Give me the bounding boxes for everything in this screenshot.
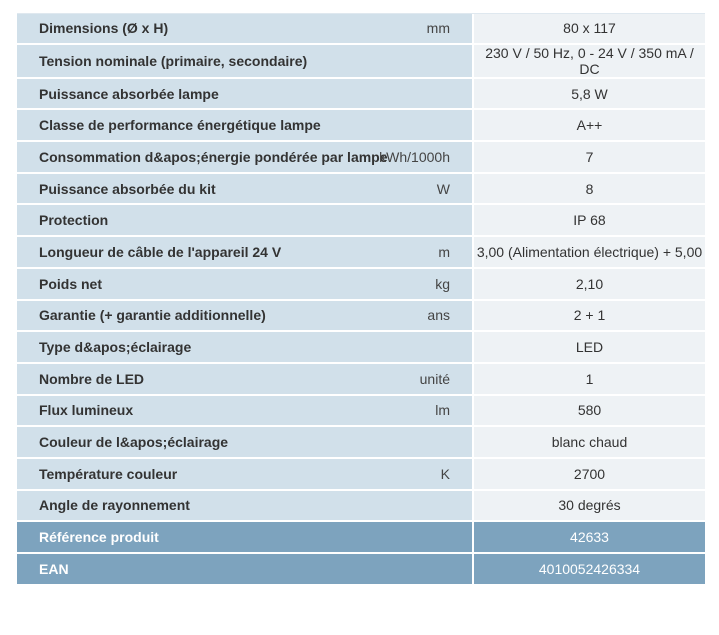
table-row [17,79,705,111]
row-label: Température couleur [39,465,178,482]
table-row [17,174,705,206]
row-value: 8 [474,174,705,206]
row-value: 2,10 [474,269,705,301]
row-label: EAN [39,560,69,577]
row-label: Puissance absorbée lampe [39,85,219,102]
row-label-cell [17,142,472,174]
table-row [17,142,705,174]
row-label: Consommation d&apos;énergie pondérée par lampe [39,148,388,165]
row-label-cell [17,269,472,301]
row-value: IP 68 [474,205,705,237]
table-row-ean [17,554,705,586]
row-label-cell [17,491,472,523]
table-row [17,237,705,269]
row-value: 230 V / 50 Hz, 0 - 24 V / 350 mA / DC [474,45,705,79]
table-row [17,13,705,45]
row-label-cell [17,427,472,459]
row-label-cell [17,459,472,491]
table-row [17,427,705,459]
table-row [17,459,705,491]
row-label: Longueur de câble de l'appareil 24 V [39,243,282,260]
row-unit: lm [435,402,450,419]
row-label: Référence produit [39,529,159,546]
row-label-cell [17,45,472,79]
row-label-cell [17,332,472,364]
row-unit: unité [419,370,450,387]
row-unit: W [436,180,450,197]
row-label-cell [17,396,472,428]
row-value: LED [474,332,705,364]
row-value: 580 [474,396,705,428]
row-unit: K [440,465,450,482]
row-label: Puissance absorbée du kit [39,180,216,197]
row-label-cell [17,110,472,142]
row-value: 5,8 W [474,79,705,111]
row-label-cell [17,79,472,111]
row-unit: kWh/1000h [379,148,450,165]
row-label: Dimensions (Ø x H) [39,20,169,37]
table-row [17,205,705,237]
row-label: Tension nominale (primaire, secondaire) [39,52,308,69]
row-value: 4010052426334 [474,554,705,586]
row-value: blanc chaud [474,427,705,459]
row-label: Garantie (+ garantie additionnelle) [39,307,266,324]
row-label-cell [17,364,472,396]
row-value: 3,00 (Alimentation électrique) + 5,00 [474,237,705,269]
table-row [17,364,705,396]
row-unit: ans [427,307,450,324]
row-label: Protection [39,212,109,229]
table-row-product-reference [17,522,705,554]
row-unit: kg [435,275,450,292]
table-row [17,491,705,523]
row-label: Flux lumineux [39,402,134,419]
specifications-table [17,13,705,586]
row-label-cell [17,205,472,237]
table-row [17,301,705,333]
table-row [17,110,705,142]
row-label: Classe de performance énergétique lampe [39,117,321,134]
row-unit: mm [426,20,450,37]
row-unit: m [438,243,450,260]
row-label: Poids net [39,275,103,292]
row-label: Angle de rayonnement [39,497,190,514]
row-value: 2 + 1 [474,301,705,333]
row-label: Type d&apos;éclairage [39,339,192,356]
row-label-cell [17,174,472,206]
row-value: 1 [474,364,705,396]
row-value: 30 degrés [474,491,705,523]
row-value: 80 x 117 [474,13,705,45]
row-value: 7 [474,142,705,174]
row-label-cell [17,301,472,333]
row-value: 2700 [474,459,705,491]
table-row [17,269,705,301]
row-label: Couleur de l&apos;éclairage [39,434,229,451]
row-value: A++ [474,110,705,142]
row-label-cell [17,13,472,45]
row-label-cell [17,554,472,586]
table-row [17,45,705,79]
row-label: Nombre de LED [39,370,145,387]
row-label-cell [17,237,472,269]
table-row [17,332,705,364]
row-value: 42633 [474,522,705,554]
row-label-cell [17,522,472,554]
table-row [17,396,705,428]
